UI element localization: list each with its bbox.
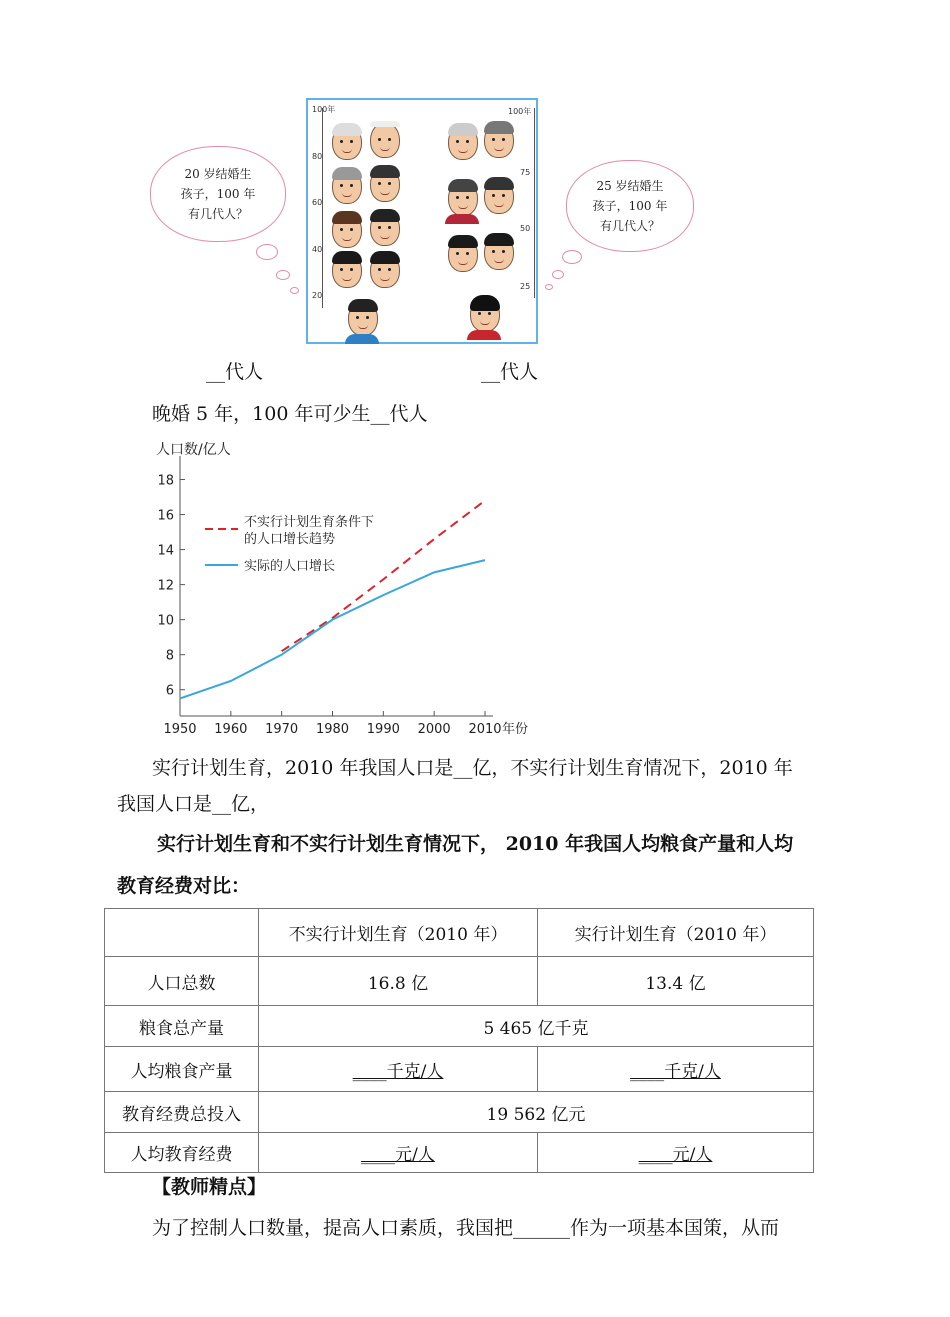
late-marriage-question: 晚婚 5 年，100 年可少生__代人 (152, 403, 428, 425)
row-label: 人口总数 (105, 957, 259, 1006)
table-cell: 16.8 亿 (259, 957, 538, 1006)
bubble-line: 有几代人？ (187, 207, 248, 221)
table-row (105, 1006, 814, 1047)
table-intro-line1: 实行计划生育和不实行计划生育情况下， 2010 年我国人均粮食产量和人均 (157, 833, 794, 855)
table-header-row (105, 909, 814, 957)
child-shirt (467, 330, 501, 340)
population-question-line2: 我国人口是__亿， (117, 793, 270, 815)
y-tick-label: 18 (157, 473, 174, 489)
bubble-tail-dot (545, 284, 553, 290)
table-row (105, 1047, 814, 1092)
grandparent-face (484, 178, 514, 214)
chart-xlabel: 年份 (502, 722, 529, 737)
right-age-axis (534, 108, 535, 298)
bubble-tail-dot (290, 287, 299, 294)
left-axis-label: 100年 (312, 105, 336, 114)
table-header-cell: 实行计划生育（2010 年） (538, 909, 814, 957)
left-axis-label: 80 (312, 152, 323, 161)
chart-series (180, 501, 485, 699)
y-tick-label: 10 (157, 613, 174, 629)
young-adult-face (332, 252, 362, 288)
bubble-tail-dot (276, 270, 290, 280)
right-axis-label: 75 (520, 168, 531, 177)
x-tick-label: 1960 (214, 722, 248, 737)
population-line-chart (150, 436, 540, 742)
left-age-axis (322, 108, 323, 308)
row-label: 人均粮食产量 (105, 1047, 259, 1092)
grandparent-face (370, 166, 400, 202)
left-axis-label: 60 (312, 198, 323, 207)
y-tick-label: 12 (157, 578, 174, 594)
left-generations-answer: __代人 (206, 361, 264, 383)
x-tick-label: 2010 (468, 722, 502, 737)
chart-axes (180, 456, 493, 716)
bubble-line: 孩子，100 年 (180, 187, 256, 201)
grandparent-face (332, 168, 362, 204)
right-bubble-text (572, 176, 688, 236)
generations-illustration (306, 98, 538, 344)
x-tick-label: 1990 (366, 722, 400, 737)
parent-face (484, 234, 514, 270)
row-label: 粮食总产量 (105, 1006, 259, 1047)
comparison-table (104, 908, 814, 1173)
table-row (105, 1133, 814, 1173)
y-tick-label: 6 (165, 683, 174, 699)
bubble-tail-dot (256, 244, 278, 260)
child-face (470, 296, 500, 332)
chart-ticks (157, 474, 501, 737)
teacher-heading: 【教师精点】 (152, 1176, 267, 1198)
left-bubble-text (160, 164, 276, 224)
actual-population-line (180, 560, 485, 698)
row-label: 教育经费总投入 (105, 1092, 259, 1133)
bubble-line: 25 岁结婚生 (596, 179, 664, 193)
child-face (348, 300, 378, 336)
right-axis-label: 50 (520, 224, 531, 233)
young-adult-face (370, 252, 400, 288)
child-shirt (345, 334, 379, 344)
parent-face (370, 210, 400, 246)
table-cell: 19 562 亿元 (259, 1092, 814, 1133)
y-tick-label: 8 (165, 648, 174, 664)
grandparent-shirt (445, 214, 479, 224)
chart-legend (205, 514, 374, 574)
elder-face (370, 122, 400, 158)
chart-ylabel: 人口数/亿人 (156, 442, 231, 458)
parent-face (448, 236, 478, 272)
bubble-tail-dot (552, 270, 564, 279)
x-tick-label: 1950 (163, 722, 197, 737)
left-axis-label: 40 (312, 245, 323, 254)
table-blank-cell: ____千克/人 (259, 1047, 538, 1092)
legend-label: 不实行计划生育条件下 (244, 515, 375, 530)
table-cell: 5 465 亿千克 (259, 1006, 814, 1047)
y-tick-label: 14 (157, 543, 174, 559)
bubble-tail-dot (562, 250, 582, 264)
elder-face (332, 124, 362, 160)
x-tick-label: 2000 (417, 722, 451, 737)
table-header-cell: 不实行计划生育（2010 年） (259, 909, 538, 957)
x-tick-label: 1980 (315, 722, 350, 737)
elder-face (484, 122, 514, 158)
table-row (105, 1092, 814, 1133)
left-axis-label: 20 (312, 291, 323, 300)
right-axis-label: 100年 (508, 107, 532, 116)
elder-face (448, 124, 478, 160)
table-blank-cell: ____元/人 (259, 1133, 538, 1173)
table-row (105, 957, 814, 1006)
population-question-line1: 实行计划生育，2010 年我国人口是__亿，不实行计划生育情况下，2010 年 (152, 757, 793, 779)
legend-label: 的人口增长趋势 (244, 532, 336, 547)
table-header-cell (105, 909, 259, 957)
table-blank-cell: ____千克/人 (538, 1047, 814, 1092)
table-intro-line2: 教育经费对比： (117, 875, 251, 897)
y-tick-label: 16 (157, 508, 174, 524)
parent-face (332, 212, 362, 248)
legend-label: 实际的人口增长 (244, 559, 336, 574)
right-axis-label: 25 (520, 282, 531, 291)
grandparent-face (448, 180, 478, 216)
teacher-text: 为了控制人口数量，提高人口素质，我国把______作为一项基本国策，从而 (152, 1217, 780, 1239)
table-blank-cell: ____元/人 (538, 1133, 814, 1173)
bubble-line: 20 岁结婚生 (184, 167, 252, 181)
right-generations-answer: __代人 (481, 361, 539, 383)
x-tick-label: 1970 (265, 722, 299, 737)
bubble-line: 孩子，100 年 (592, 199, 668, 213)
table-cell: 13.4 亿 (538, 957, 814, 1006)
bubble-line: 有几代人？ (599, 219, 660, 233)
row-label: 人均教育经费 (105, 1133, 259, 1173)
